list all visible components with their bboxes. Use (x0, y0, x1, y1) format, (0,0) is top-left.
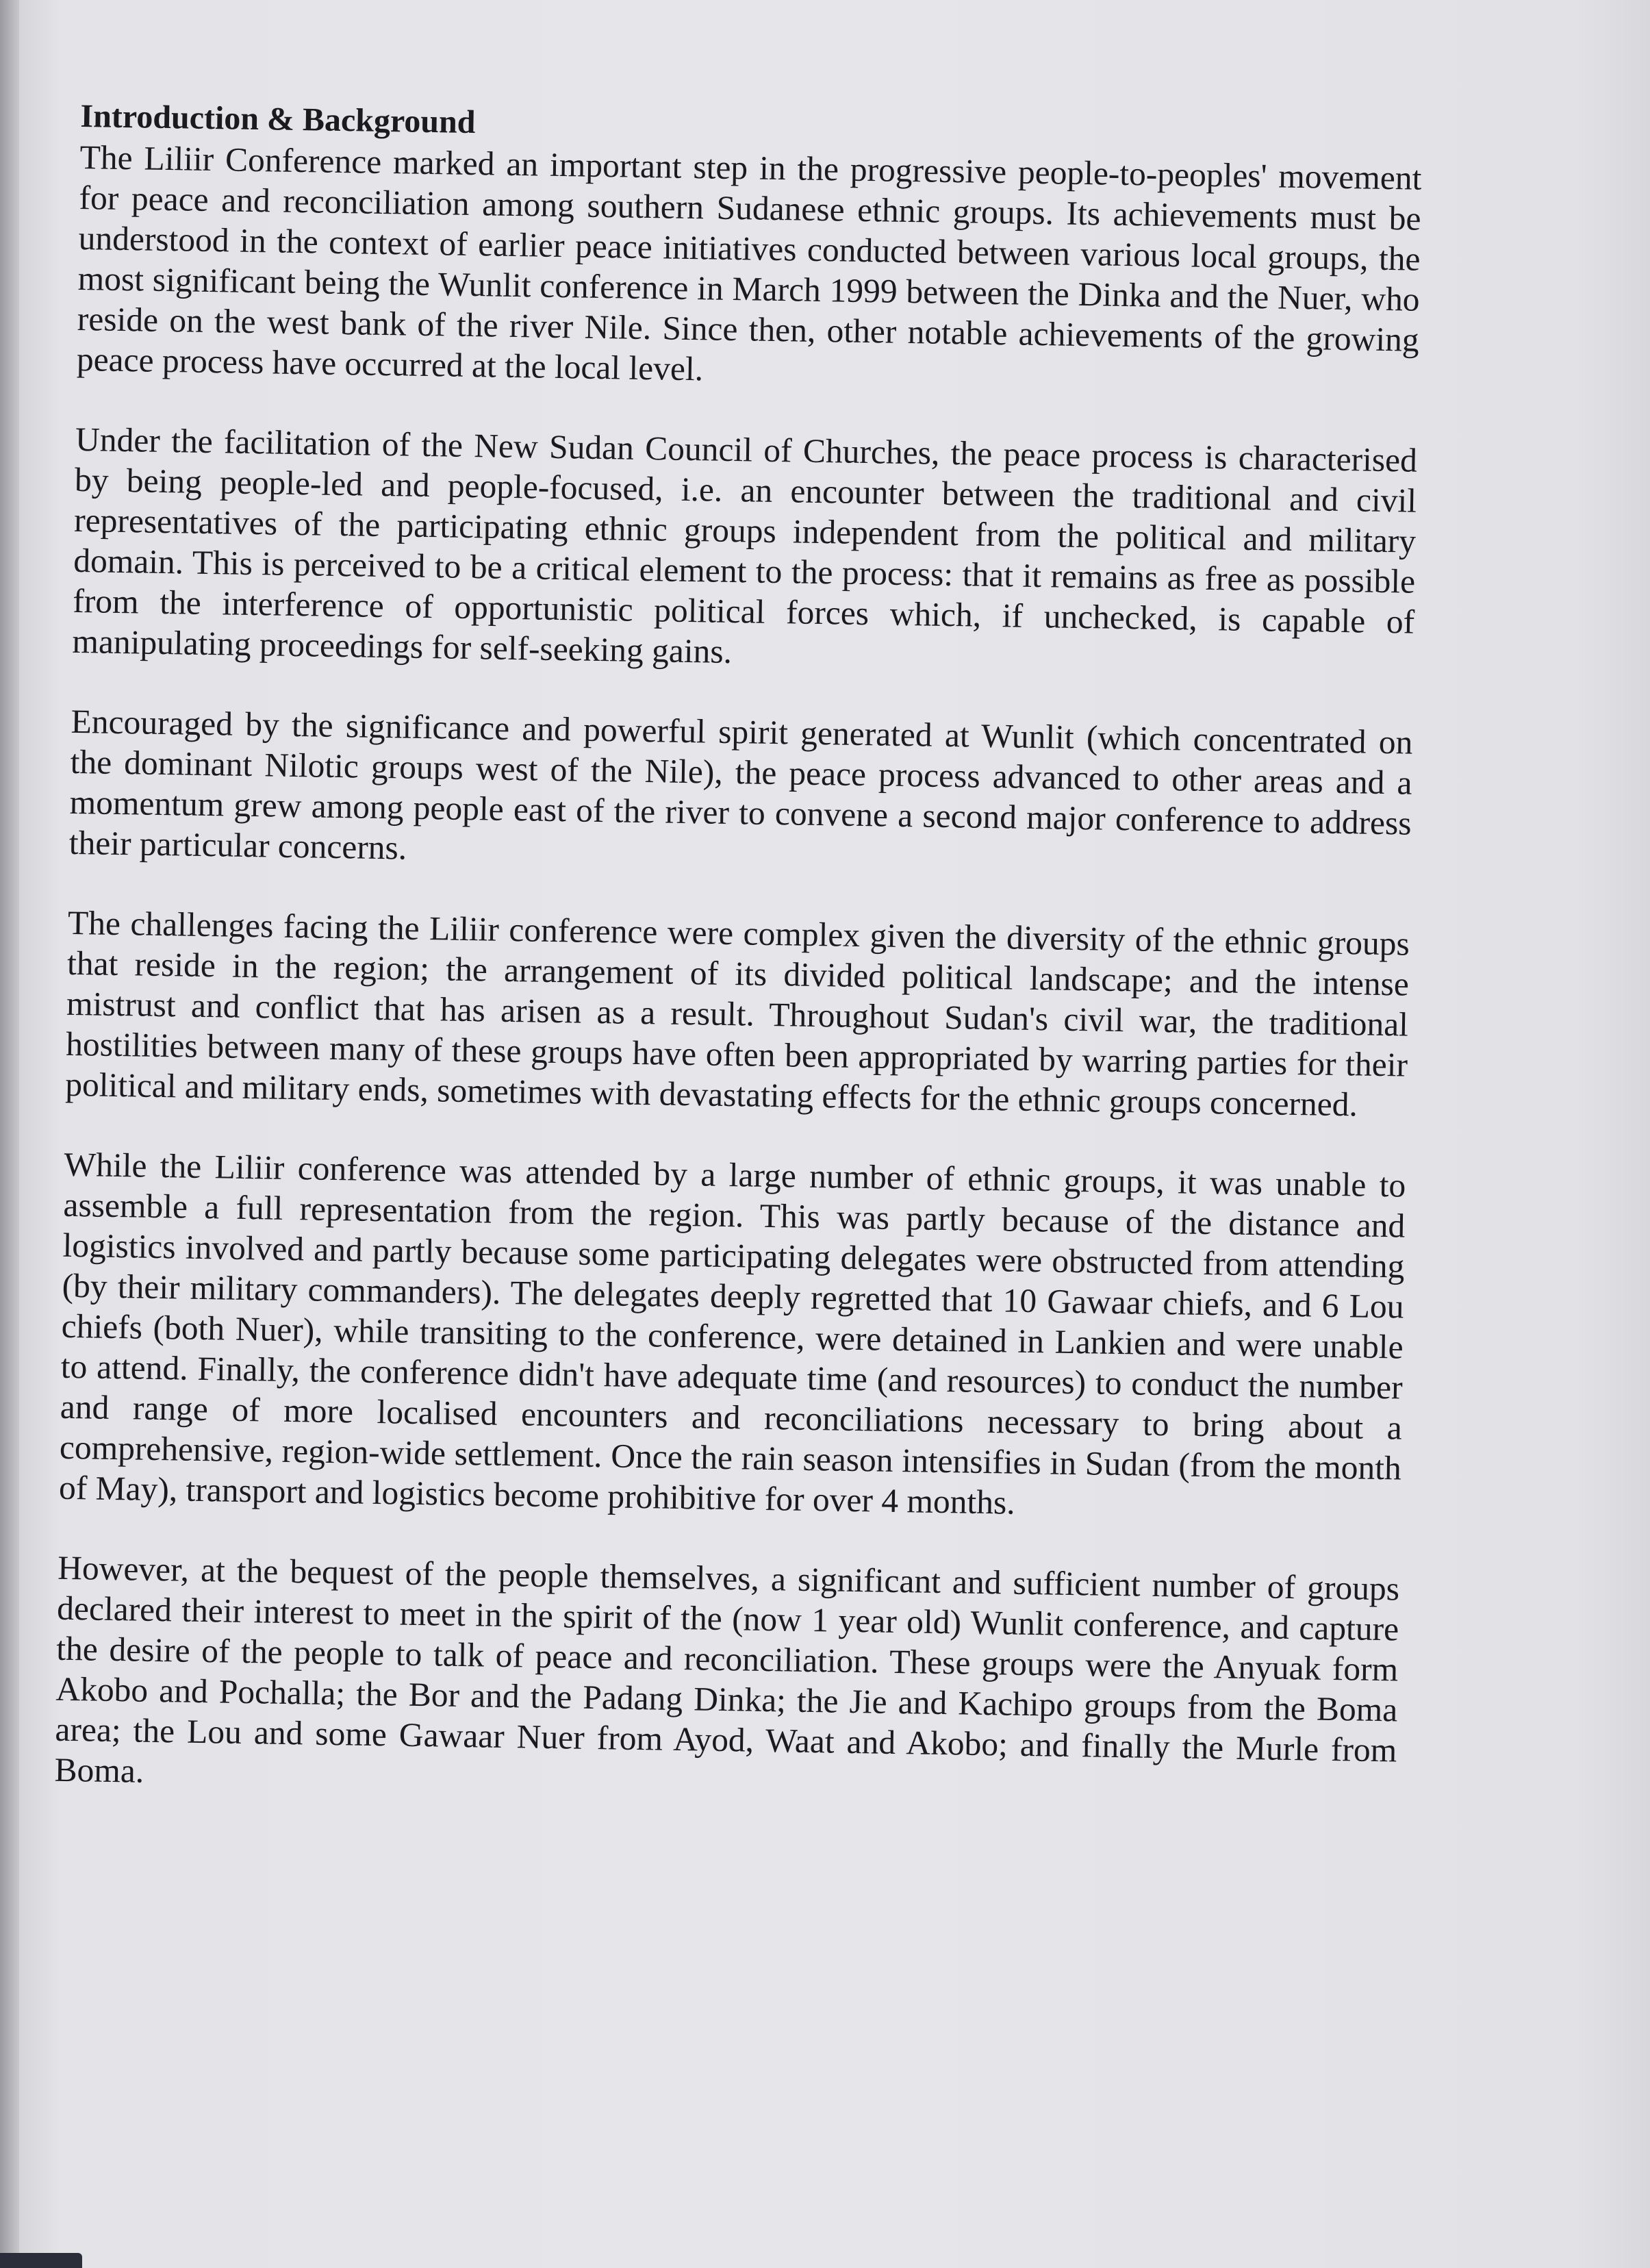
section-heading: Introduction & Background (80, 97, 476, 141)
paragraph-3: Encouraged by the significance and powerful spirit generated at Wunlit (which concentrated on the dominant Nilotic groups west of the Nile), the peace process advanced to other areas and a momentum grew among people east of the river to convene a second major conference to address their particular concerns. (68, 702, 1413, 867)
page-spine-shadow (0, 0, 19, 2268)
paragraph-1: The Liliir Conference marked an important step in the progressive people-to-peoples' movement for peace and reconciliation among southern Sudanese ethnic groups. Its achievements must be understood in the context of earlier peace initiatives conducted between various local groups, the most significant being the Wunlit conference in March 1999 between the Dinka and the Nuer, who reside on the west bank of the river Nile. Since then, other notable achievements of the growing peace process have occurred at the local level. (76, 138, 1422, 388)
paragraph-2: Under the facilitation of the New Sudan Council of Churches, the peace process is characterised by being people-led and people-focused, i.e. an encounter between the traditional and civil representatives of the participating ethnic groups independent from the political and military domain. This is perceived to be a critical element to the process: that it remains as free as possible from the interference of opportunistic political forces which, if unchecked, is capable of manipulating proceedings for self-seeking gains. (72, 420, 1418, 671)
page-bottom-edge (0, 2253, 82, 2268)
paragraph-4: The challenges facing the Liliir conference were complex given the diversity of the ethnic groups that reside in the region; the arrangement of its divided political landscape; and the intense mistrust and conflict that has arisen as a result. Throughout Sudan's civil war, the traditional hostilities between many of these groups have often been appropriated by warring parties for their political and military ends, sometimes with devastating effects for the ethnic groups concerned. (64, 903, 1410, 1124)
paragraph-5: While the Liliir conference was attended by a large number of ethnic groups, it was unable to assemble a full representation from the region. This was partly because of the distance and logistics involved and partly because some participating delegates were obstructed from attending (by their military commanders). The delegates deeply regretted that 10 Gawaar chiefs, and 6 Lou chiefs (both Nuer), while transiting to the conference, were detained in Lankien and were unable to attend. Finally, the conference didn't have adequate time (and resources) to conduct the number and range of more localised encounters and reconciliations necessary to bring about a comprehensive, region-wide settlement. Once the rain season intensifies in Sudan (from the month of May), transport and logistics become prohibitive for over 4 months. (58, 1145, 1406, 1522)
paragraph-6: However, at the bequest of the people themselves, a significant and sufficient number of groups declared their interest to meet in the spirit of the (now 1 year old) Wunlit conference, and capture the desire of the people to talk of peace and reconciliation. These groups were the Anyuak form Akobo and Pochalla; the Bor and the Padang Dinka; the Jie and Kachipo groups from the Boma area; the Lou and some Gawaar Nuer from Ayod, Waat and Akobo; and finally the Murle from Boma. (54, 1548, 1400, 1790)
text-column (53, 96, 1423, 1850)
